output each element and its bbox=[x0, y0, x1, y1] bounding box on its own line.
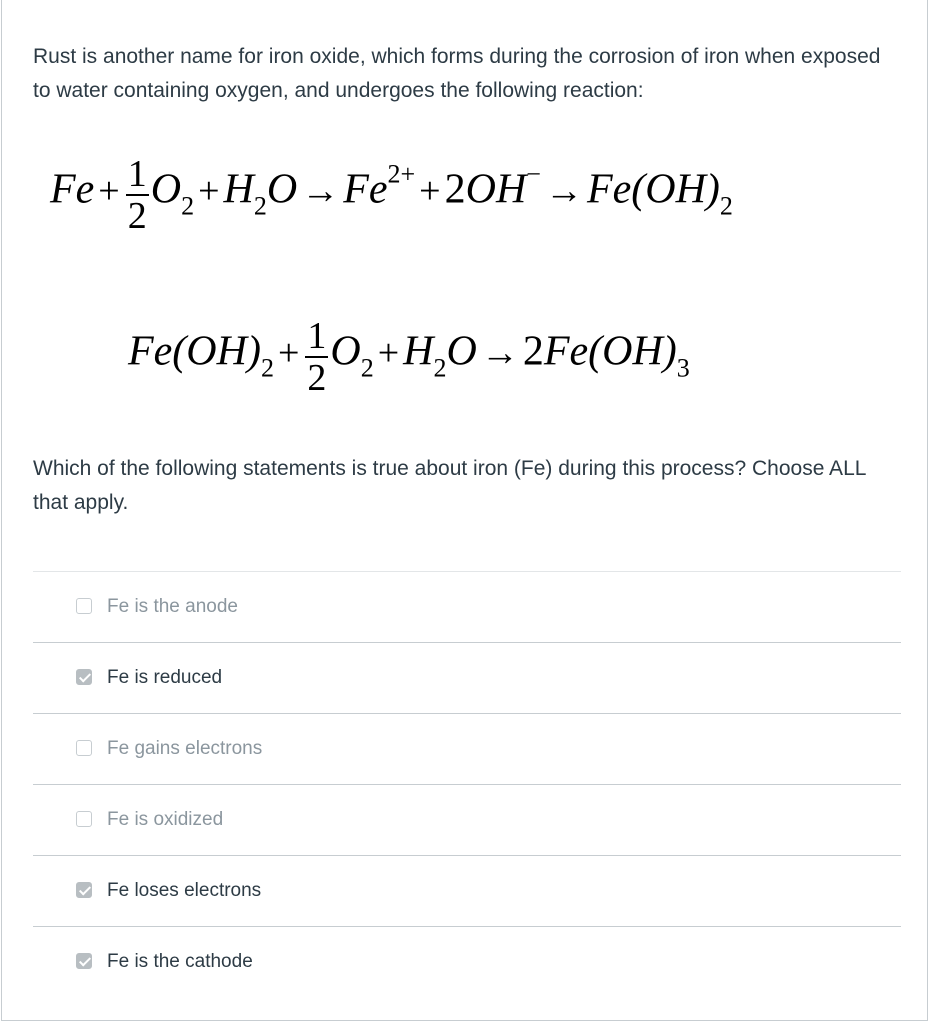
reaction-equation-2 bbox=[128, 315, 690, 402]
answer-option[interactable] bbox=[33, 643, 901, 714]
checkbox-5[interactable] bbox=[76, 953, 92, 969]
eq1-plus-2: + bbox=[198, 169, 220, 212]
eq1-plus-3: + bbox=[419, 169, 441, 212]
eq1-o: O bbox=[150, 166, 182, 213]
eq1-h: H bbox=[223, 166, 254, 213]
checkbox-2[interactable] bbox=[76, 740, 92, 756]
eq2-o2: O bbox=[446, 328, 477, 375]
checkbox-1[interactable] bbox=[76, 669, 92, 685]
eq2-product-sub: 3 bbox=[676, 353, 690, 383]
eq1-frac-num: 1 bbox=[127, 153, 147, 195]
question-prompt: Which of the following statements is true about iron (Fe) during this process? Choose ALL that apply. bbox=[33, 457, 866, 514]
eq2-frac-den: 2 bbox=[307, 357, 327, 399]
eq1-fe: Fe bbox=[50, 166, 95, 213]
answer-option[interactable] bbox=[33, 714, 901, 785]
eq1-fe-charge: 2+ bbox=[387, 159, 416, 189]
checkbox-0[interactable] bbox=[76, 598, 92, 614]
eq2-o-sub: 2 bbox=[360, 353, 374, 383]
eq1-o2: O bbox=[266, 166, 298, 213]
answer-label-4: Fe loses electrons bbox=[107, 880, 262, 901]
eq2-h-sub: 2 bbox=[433, 353, 447, 383]
answer-label-0: Fe is the anode bbox=[107, 596, 238, 617]
eq1-o-sub: 2 bbox=[181, 191, 195, 221]
answer-option[interactable] bbox=[33, 785, 901, 856]
answer-label-5: Fe is the cathode bbox=[107, 951, 253, 972]
eq1-coefficient: 2 bbox=[444, 166, 466, 213]
eq1-plus: + bbox=[98, 169, 120, 212]
eq1-arrow-2: → bbox=[544, 169, 583, 212]
eq1-h-sub: 2 bbox=[253, 191, 267, 221]
eq2-fraction bbox=[305, 316, 328, 398]
eq1-product-sub: 2 bbox=[719, 191, 733, 221]
checkbox-4[interactable] bbox=[76, 882, 92, 898]
eq2-product: Fe(OH) bbox=[543, 328, 677, 375]
eq2-reactant: Fe(OH) bbox=[128, 328, 261, 375]
eq2-plus-2: + bbox=[377, 331, 400, 374]
answer-option[interactable] bbox=[33, 927, 901, 997]
answer-label-2: Fe gains electrons bbox=[107, 738, 263, 759]
eq1-arrow: → bbox=[301, 169, 340, 212]
eq1-frac-den: 2 bbox=[127, 195, 147, 237]
checkbox-3[interactable] bbox=[76, 811, 92, 827]
eq1-fe-ion: Fe bbox=[343, 166, 388, 213]
eq2-coefficient: 2 bbox=[522, 328, 544, 375]
eq1-fraction bbox=[126, 154, 149, 236]
eq2-o: O bbox=[330, 328, 361, 375]
eq2-frac-num: 1 bbox=[307, 315, 327, 357]
eq2-plus: + bbox=[277, 331, 300, 374]
answer-option[interactable] bbox=[33, 856, 901, 927]
answer-list bbox=[33, 571, 901, 997]
eq1-product: Fe(OH) bbox=[586, 166, 720, 213]
eq2-arrow: → bbox=[480, 331, 519, 374]
eq2-reactant-sub: 2 bbox=[260, 353, 274, 383]
question-intro-text: Rust is another name for iron oxide, which forms during the corrosion of iron when exposed to water containing oxygen, and undergoes the following reaction: bbox=[33, 45, 881, 102]
eq1-oh-charge: − bbox=[526, 159, 541, 189]
reaction-equation-1 bbox=[50, 153, 733, 240]
eq1-oh: OH bbox=[465, 166, 527, 213]
answer-option[interactable] bbox=[33, 572, 901, 643]
answer-label-1: Fe is reduced bbox=[107, 667, 223, 688]
eq2-h: H bbox=[403, 328, 434, 375]
answer-label-3: Fe is oxidized bbox=[107, 809, 224, 830]
